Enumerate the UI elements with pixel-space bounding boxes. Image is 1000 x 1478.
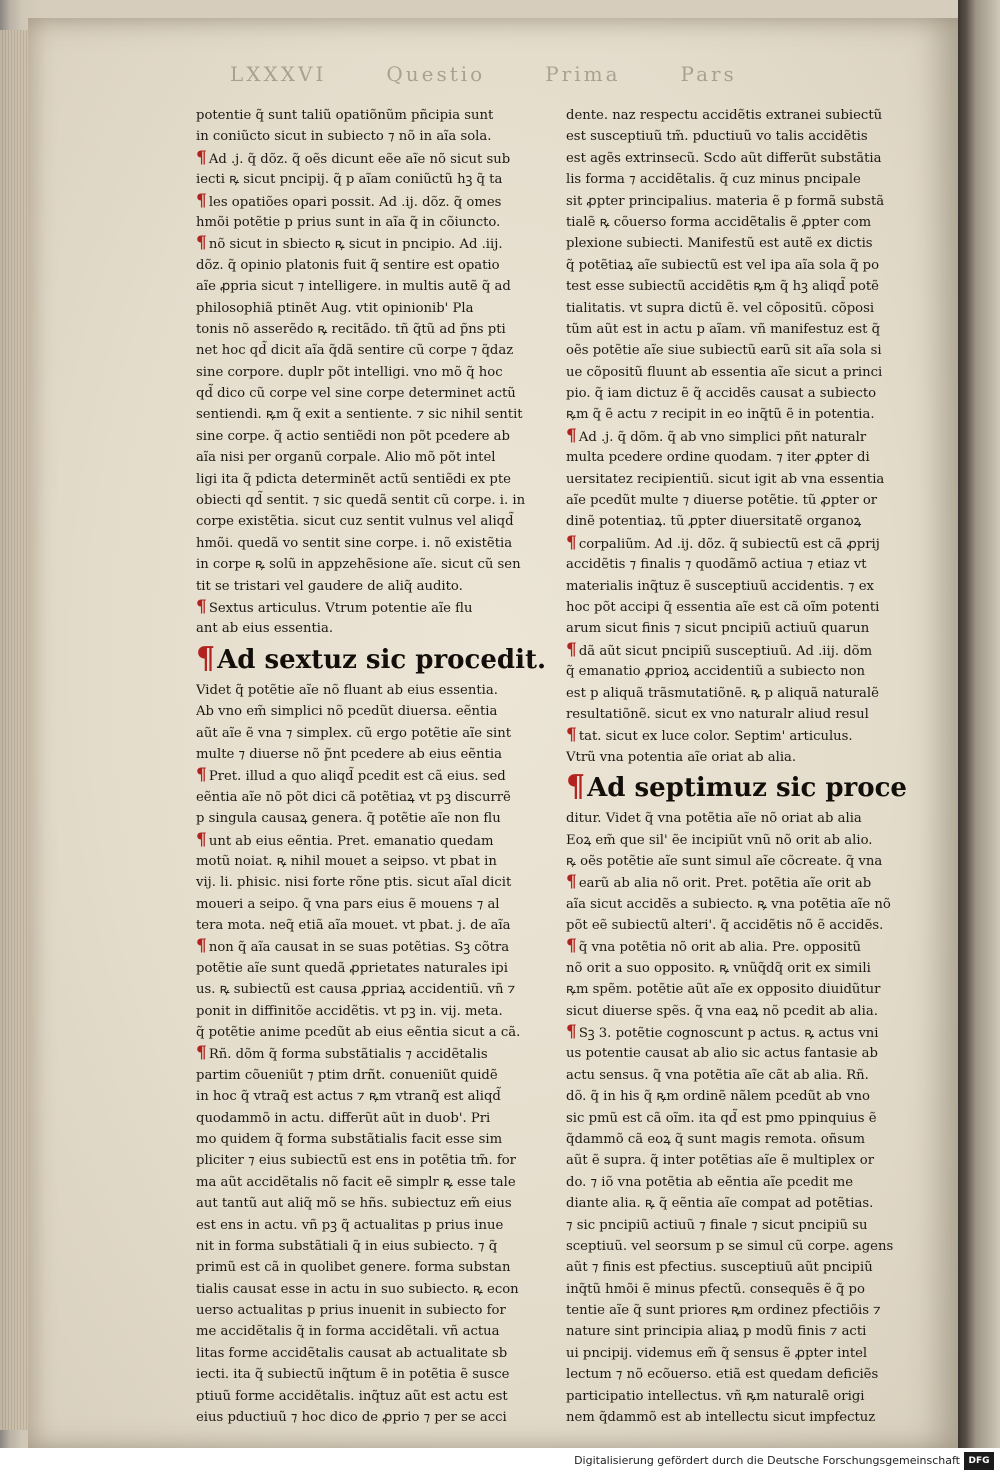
line-text: hmõi potẽtie p prius sunt in aĩa q̃ in cõiuncto. [196, 214, 501, 230]
line-text: est susceptiuũ tm̃. pductiuũ vo talis accidẽtis [566, 129, 868, 145]
line-text: nõ orit a suo opposito. ꝶ vnũq̃dq̃ orit ex simili [566, 960, 871, 976]
text-line [566, 169, 916, 190]
text-line [566, 576, 916, 597]
text-line [196, 169, 546, 190]
line-text: arum sicut finis ⁊ sicut pncipiũ actiuũ quarun [566, 621, 870, 637]
text-line [566, 533, 916, 554]
text-line [566, 958, 916, 979]
text-line [566, 383, 916, 404]
line-text: ptiuũ forme accidẽtalis. inq̃tuz aũt est actu est [196, 1388, 508, 1404]
line-text: moueri a seipo. q̃ vna pars eius ẽ mouens ⁊ al [196, 896, 500, 912]
text-line [196, 680, 546, 701]
line-text: tat. sicut ex luce color. Septim' articulus. [578, 729, 853, 745]
text-line [566, 1108, 916, 1129]
line-text: hmõi. quedã vo sentit sine corpe. i. nõ existẽtia [196, 535, 513, 551]
text-line [196, 1279, 546, 1300]
text-line [196, 1001, 546, 1022]
line-text: in hoc q̃ vtraq̃ est actus ⁊ ꝶm vtranq̃ est aliqd̃ [196, 1089, 501, 1105]
text-line [196, 958, 546, 979]
text-line [566, 725, 916, 746]
dfg-logo: DFG [964, 1452, 994, 1470]
text-line [196, 1129, 546, 1150]
running-head [230, 62, 910, 92]
page-edges-left [0, 30, 28, 1430]
line-text: ꝶm q̃ ẽ actu ⁊ recipit in eo inq̃tũ ẽ in potentia. [566, 407, 875, 423]
text-line [566, 447, 916, 468]
text-line [196, 1236, 546, 1257]
line-text: tialis causat esse in actu in suo subiecto. ꝶ econ [196, 1281, 519, 1297]
text-line [566, 1065, 916, 1086]
text-line [566, 618, 916, 639]
line-text: do. ⁊ iõ vna potẽtia ab eẽntia aĩe pcedit me [566, 1174, 854, 1190]
line-text: in corpe ꝶ solũ in appzehẽsione aĩe. sicut cũ sen [196, 557, 521, 573]
line-text: les opatiões opari possit. Ad .ij. dõz. q̃ omes [208, 194, 502, 210]
text-line [566, 191, 916, 212]
text-line [196, 787, 546, 808]
line-text: aĩa sicut accidẽs a subiecto. ꝶ vna potẽtia aĩe nõ [566, 896, 891, 912]
pilcrow-icon: ¶ [196, 1043, 207, 1064]
line-text: Eoꝝ em̃ que sil' ẽe incipiũt vnũ nõ orit ab alio. [566, 832, 873, 848]
text-line [566, 936, 916, 957]
running-head-word: Prima [545, 62, 621, 86]
line-text: pio. q̃ iam dictuz ẽ q̃ accidẽs causat a subiecto [566, 386, 877, 402]
pilcrow-icon: ¶ [566, 425, 577, 446]
text-line [196, 808, 546, 829]
text-line [196, 383, 546, 404]
line-text: ant ab eius essentia. [196, 621, 334, 637]
line-text: motũ noiat. ꝶ nihil mouet a seipso. vt pbat in [196, 853, 497, 869]
text-line [566, 233, 916, 254]
line-text: dinẽ potentiaꝝ. tũ ꝓpter diuersitatẽ organoꝝ [566, 514, 862, 530]
line-text: nit in forma substãtiali q̃ in eius subiecto. ⁊ q̃ [196, 1238, 498, 1254]
text-line [566, 1129, 916, 1150]
line-text: q̃ vna potẽtia nõ orit ab alia. Pre. oppositũ [578, 940, 862, 956]
text-line [566, 872, 916, 893]
line-text: sicut diuerse spẽs. q̃ vna eaꝝ nõ pcedit ab alia. [566, 1003, 878, 1019]
text-line [196, 191, 546, 212]
text-line [566, 404, 916, 425]
line-text: q̃ emanatio ꝓprioꝝ accidentiũ a subiecto non [566, 664, 866, 680]
line-text: aĩa nisi per organũ corpale. Alio mõ põt intel [196, 450, 496, 466]
text-line [566, 1386, 916, 1407]
line-text: tũm aũt est in actu p aĩam. vñ manifestuz est q̃ [566, 321, 881, 337]
pilcrow-icon: ¶ [566, 936, 577, 957]
line-text: ue cõpositũ fluunt ab essentia aĩe sicut a princi [566, 364, 883, 380]
line-text: ꝶm spẽm. potẽtie aũt aĩe ex opposito diuidũtur [566, 982, 881, 998]
line-text: materialis inq̃tuz ẽ susceptiuũ accidentis. ⁊ ex [566, 578, 874, 594]
book-gutter-right [958, 0, 1000, 1478]
pilcrow-icon: ¶ [196, 829, 207, 850]
text-line [566, 554, 916, 575]
line-text: sine corpore. duplr põt intelligi. vno mõ q̃ hoc [196, 364, 503, 380]
line-text: mo quidem q̃ forma substãtialis facit esse sim [196, 1131, 503, 1147]
line-text: Sꝫ 3. potẽtie cognoscunt p actus. ꝶ actus vni [578, 1026, 879, 1042]
line-text: net hoc qd̃ dicit aĩa q̃dã sentire cũ corpe ⁊ q̃daz [196, 343, 514, 359]
text-line [566, 1279, 916, 1300]
line-text: hoc põt accipi q̃ essentia aĩe est cã oĩm potenti [566, 599, 880, 615]
text-line [196, 1407, 546, 1428]
text-line [566, 426, 916, 447]
line-text: Sextus articulus. Vtrum potentie aĩe flu [208, 600, 473, 616]
line-text: q̃dammõ cã eoꝝ q̃ sunt magis remota. oñsum [566, 1131, 866, 1147]
text-line [566, 319, 916, 340]
text-line [196, 894, 546, 915]
text-line [196, 1215, 546, 1236]
text-line [566, 1043, 916, 1064]
text-line [196, 469, 546, 490]
line-text: us. ꝶ subiectũ est causa ꝓpriaꝝ accidentiũ. vñ ⁊ [196, 982, 516, 998]
line-text: partim cõueniũt ⁊ ptim drñt. conueniũt quidẽ [196, 1067, 498, 1083]
pilcrow-icon: ¶ [196, 936, 207, 957]
line-text: vij. li. phisic. nisi forte rõne ptis. sicut aĩal dicit [196, 875, 512, 891]
pilcrow-icon: ¶ [566, 532, 577, 553]
line-text: tit se tristari vel gaudere de aliq̃ audito. [196, 578, 463, 594]
pilcrow-icon: ¶ [196, 147, 207, 168]
line-text: uerso actualitas p prius inuenit in subiecto for [196, 1303, 506, 1319]
line-text: Pret. illud a quo aliqd̃ pcedit est cã eius. sed [208, 769, 506, 785]
line-text: accidẽtis ⁊ finalis ⁊ quodãmõ actiua ⁊ etiaz vt [566, 557, 867, 573]
text-line [566, 704, 916, 725]
text-line [196, 105, 546, 126]
text-line [196, 447, 546, 468]
text-line [566, 1236, 916, 1257]
text-line [196, 1300, 546, 1321]
text-line [566, 1193, 916, 1214]
text-line [196, 1386, 546, 1407]
line-text: litas forme accidẽtalis causat ab actualitate sb [196, 1345, 508, 1361]
text-line [196, 1108, 546, 1129]
pilcrow-icon: ¶ [566, 725, 577, 746]
line-text: tentie aĩe q̃ sunt priores ꝶm ordinez pfectiõis ⁊ [566, 1303, 881, 1319]
line-text: sceptiuũ. vel seorsum p se simul cũ corpe. agens [566, 1238, 894, 1254]
text-line [196, 1022, 546, 1043]
line-text: eẽntia aĩe nõ põt dici cã potẽtiaꝝ vt pꝫ discurrẽ [196, 789, 511, 805]
line-text: quodammõ in actu. differũt aũt in duob'. Pri [196, 1110, 491, 1126]
running-head-word: LXXXVI [230, 62, 327, 86]
text-line [566, 640, 916, 661]
line-text: eius pductiuũ ⁊ hoc dico de ꝓprio ⁊ per se acci [196, 1410, 507, 1426]
text-line [196, 340, 546, 361]
text-line [566, 490, 916, 511]
line-text: in coniũcto sicut in subiecto ⁊ nõ in aĩa sola. [196, 129, 492, 145]
text-line [196, 533, 546, 554]
line-text: tera mota. neq̃ etiã aĩa mouet. vt pbat. j. de aĩa [196, 918, 511, 934]
pilcrow-icon: ¶ [566, 639, 577, 660]
text-line [196, 1065, 546, 1086]
text-line [196, 276, 546, 297]
line-text: dõ. q̃ in his q̃ ꝶm ordinẽ nãlem pcedũt ab vno [566, 1089, 870, 1105]
text-line [566, 298, 916, 319]
text-line [196, 744, 546, 765]
line-text: sentiendi. ꝶm q̃ exit a sentiente. ⁊ sic nihil sentit [196, 407, 523, 423]
text-line [196, 1172, 546, 1193]
line-text: q̃ potẽtie anime pcedũt ab eius eẽntia sicut a cã. [196, 1025, 521, 1041]
line-text: p singula causaꝝ genera. q̃ potẽtie aĩe non flu [196, 811, 501, 827]
article-heading [196, 642, 546, 678]
text-line [196, 1343, 546, 1364]
line-text: multe ⁊ diuerse nõ p̃nt pcedere ab eius eẽntia [196, 746, 502, 762]
text-line [196, 1150, 546, 1171]
running-head-word: Pars [680, 62, 737, 86]
text-line [196, 979, 546, 1000]
line-text: pliciter ⁊ eius subiectũ est ens in potẽtia tm̃. for [196, 1153, 516, 1169]
text-line [196, 1193, 546, 1214]
line-text: dã aũt sicut pncipiũ susceptiuũ. Ad .iij. dõm [578, 643, 873, 659]
text-line [196, 404, 546, 425]
text-column-left [196, 105, 546, 1428]
text-line [196, 212, 546, 233]
text-line [196, 1364, 546, 1385]
text-line [566, 148, 916, 169]
line-text: est agẽs extrinsecũ. Scdo aũt differũt substãtia [566, 150, 882, 166]
text-line [566, 1321, 916, 1342]
article-heading [566, 770, 916, 806]
text-line [196, 554, 546, 575]
running-head-word: Questio [386, 62, 486, 86]
text-line [566, 1001, 916, 1022]
line-text: philosophiã ptinẽt Aug. vtit opinionib' Pla [196, 300, 474, 316]
text-line [196, 319, 546, 340]
line-text: Ab vno em̃ simplici nõ pcedũt diuersa. eẽntia [196, 704, 498, 720]
line-text: iecti ꝶ sicut pncipij. q̃ p aĩam coniũctũ hꝫ q̃ ta [196, 172, 503, 188]
text-line [566, 276, 916, 297]
text-line [566, 212, 916, 233]
pilcrow-icon: ¶ [196, 765, 207, 786]
line-text: actu sensus. q̃ vna potẽtia aĩe cãt ab alia. Rñ. [566, 1067, 869, 1083]
text-line [566, 597, 916, 618]
text-line [196, 851, 546, 872]
text-column-right [566, 105, 916, 1428]
text-line [196, 1043, 546, 1064]
line-text: unt ab eius eẽntia. Pret. emanatio quedam [208, 833, 494, 849]
text-line [566, 851, 916, 872]
line-text: ⁊ sic pncipiũ actiuũ ⁊ finale ⁊ sicut pncipiũ su [566, 1217, 868, 1233]
line-text: nature sint principia aliaꝝ p modũ finis ⁊ acti [566, 1324, 867, 1340]
line-text: est ens in actu. vñ pꝫ q̃ actualitas p prius inue [196, 1217, 504, 1233]
text-line [566, 747, 916, 768]
line-text: sit ꝓpter principalius. materia ẽ p formã substã [566, 193, 885, 209]
text-line [196, 511, 546, 532]
line-text: lis forma ⁊ accidẽtalis. q̃ cuz minus pncipale [566, 172, 861, 188]
line-text: uersitatez recipientiũ. sicut igit ab vna essentia [566, 471, 885, 487]
text-line [196, 298, 546, 319]
text-line [566, 511, 916, 532]
text-line [196, 830, 546, 851]
line-text: aut tantũ aut aliq̃ mõ se hñs. subiectuz em̃ eius [196, 1196, 512, 1212]
line-text: corpe existẽtia. sicut cuz sentit vulnus vel aliqd̃ [196, 514, 514, 530]
text-line [196, 576, 546, 597]
line-text: Vtrũ vna potentia aĩe oriat ab alia. [566, 749, 797, 765]
text-line [566, 1300, 916, 1321]
text-line [196, 148, 546, 169]
pilcrow-icon: ¶ [566, 872, 577, 893]
text-line [196, 1086, 546, 1107]
line-text: non q̃ aĩa causat in se suas potẽtias. Sꝫ cõtra [208, 940, 510, 956]
line-text: sic pmũ est cã oĩm. ita qd̃ est pmo ppinquius ẽ [566, 1110, 877, 1126]
text-line [566, 915, 916, 936]
line-text: aũt ⁊ finis est pfectius. susceptiuũ aũt pncipiũ [566, 1260, 873, 1276]
line-text: earũ ab alia nõ orit. Pret. potẽtia aĩe orit ab [578, 876, 872, 892]
text-line [196, 426, 546, 447]
pilcrow-icon: ¶ [196, 641, 216, 676]
text-line [196, 1321, 546, 1342]
pilcrow-icon: ¶ [196, 596, 207, 617]
text-line [196, 233, 546, 254]
digitization-footer [0, 1448, 1000, 1478]
text-line [566, 683, 916, 704]
text-line [196, 701, 546, 722]
text-line [196, 1257, 546, 1278]
line-text: obiecti qd̃ sentit. ⁊ sic quedã sentit cũ corpe. i. in [196, 493, 526, 509]
text-line [566, 1215, 916, 1236]
line-text: lectum ⁊ nõ ecõuerso. etiã est quedam deficiẽs [566, 1367, 879, 1383]
text-line [196, 915, 546, 936]
line-text: tialẽ ꝶ cõuerso forma accidẽtalis ẽ ꝓpter com [566, 214, 872, 230]
text-line [566, 661, 916, 682]
line-text: ditur. Videt q̃ vna potẽtia aĩe nõ oriat ab alia [566, 811, 862, 827]
line-text: potẽtie aĩe sunt quedã ꝓprietates naturales ipi [196, 960, 508, 976]
line-text: ma aũt accidẽtalis nõ facit eẽ simplr ꝶ esse tale [196, 1174, 516, 1190]
text-line [196, 126, 546, 147]
line-text: dente. naz respectu accidẽtis extranei subiectũ [566, 108, 883, 123]
line-text: potentie q̃ sunt taliũ opatiõnũm pñcipia sunt [196, 108, 494, 123]
line-text: Ad septimuz sic proce [587, 773, 907, 804]
text-line [566, 979, 916, 1000]
line-text: us potentie causat ab alio sic actus fantasie ab [566, 1046, 878, 1062]
pilcrow-icon: ¶ [566, 770, 586, 805]
line-text: dõz. q̃ opinio platonis fuit q̃ sentire est opatio [196, 257, 500, 273]
text-line [196, 618, 546, 639]
line-text: Rñ. dõm q̃ forma substãtialis ⁊ accidẽtalis [208, 1047, 488, 1063]
line-text: inq̃tũ hmõi ẽ minus pfectũ. consequẽs ẽ q̃ po [566, 1281, 865, 1297]
pilcrow-icon: ¶ [196, 233, 207, 254]
line-text: plexione subiecti. Manifestũ est autẽ ex dictis [566, 236, 873, 252]
text-line [566, 1364, 916, 1385]
text-line [566, 1172, 916, 1193]
text-line [196, 723, 546, 744]
text-line [566, 105, 916, 126]
text-line [196, 255, 546, 276]
line-text: q̃ potẽtiaꝝ aĩe subiectũ est vel ipa aĩa sola q̃ po [566, 257, 880, 273]
line-text: nõ sicut in sbiecto ꝶ sicut in pncipio. Ad .iij. [208, 237, 503, 253]
text-line [566, 469, 916, 490]
text-line [566, 808, 916, 829]
text-line [196, 936, 546, 957]
line-text: est p aliquã trãsmutatiõnẽ. ꝶ p aliquã naturalẽ [566, 685, 879, 701]
line-text: test esse subiectũ accidẽtis ꝶm q̃ hꝫ aliqd̃ potẽ [566, 279, 879, 295]
line-text: ligi ita q̃ pdicta determinẽt actũ sentiẽdi ex pte [196, 471, 511, 487]
text-line [196, 872, 546, 893]
line-text: corpaliũm. Ad .ij. dõz. q̃ subiectũ est cã ꝓprij [578, 536, 880, 552]
text-line [566, 362, 916, 383]
text-line [566, 126, 916, 147]
line-text: diante alia. ꝶ q̃ eẽntia aĩe compat ad potẽtias. [566, 1196, 874, 1212]
line-text: participatio intellectus. vñ ꝶm naturalẽ origi [566, 1388, 865, 1404]
text-line [196, 362, 546, 383]
line-text: Ad sextuz sic procedit. [217, 644, 546, 675]
line-text: aĩe ꝓpria sicut ⁊ intelligere. in multis autẽ q̃ ad [196, 279, 511, 295]
footer-credit: Digitalisierung gefördert durch die Deutsche Forschungsgemeinschaft [574, 1454, 960, 1467]
line-text: iecti. ita q̃ subiectũ inq̃tum ẽ in potẽtia ẽ susce [196, 1367, 510, 1383]
text-line [566, 1086, 916, 1107]
text-line [566, 1257, 916, 1278]
line-text: aũt ẽ supra. q̃ inter potẽtias aĩe ẽ multiplex or [566, 1153, 875, 1169]
line-text: oẽs potẽtie aĩe siue subiectũ earũ sit aĩa sola si [566, 343, 882, 359]
line-text: aĩe pcedũt multe ⁊ diuerse potẽtie. tũ ꝓpter or [566, 493, 878, 509]
text-line [196, 765, 546, 786]
line-text: nem q̃dammõ est ab intellectu sicut impfectuz [566, 1410, 876, 1426]
text-line [566, 1343, 916, 1364]
line-text: primũ est cã in quolibet genere. forma substan [196, 1260, 511, 1276]
line-text: tialitatis. vt supra dictũ ẽ. vel cõpositũ. cõposi [566, 300, 875, 316]
line-text: põt eẽ subiectũ alteri'. q̃ accidẽtis nõ ẽ accidẽs. [566, 918, 884, 934]
text-line [566, 1407, 916, 1428]
text-line [566, 1022, 916, 1043]
line-text: Videt q̃ potẽtie aĩe nõ fluant ab eius essentia. [196, 682, 498, 698]
text-line [566, 1150, 916, 1171]
text-line [566, 255, 916, 276]
line-text: aũt aĩe ẽ vna ⁊ simplex. cũ ergo potẽtie aĩe sint [196, 725, 512, 741]
pilcrow-icon: ¶ [196, 190, 207, 211]
line-text: Ad .j. q̃ dõz. q̃ oẽs dicunt eẽe aĩe nõ sicut sub [208, 151, 511, 167]
line-text: ui pncipij. videmus em̃ q̃ sensus ẽ ꝓpter intel [566, 1345, 868, 1361]
line-text: ponit in diffinitõe accidẽtis. vt pꝫ in. vij. meta. [196, 1003, 503, 1019]
pilcrow-icon: ¶ [566, 1022, 577, 1043]
text-line [566, 830, 916, 851]
line-text: ꝶ oẽs potẽtie aĩe sunt simul aĩe cõcreate. q̃ vna [566, 853, 883, 869]
line-text: resultatiõnẽ. sicut ex vno naturalr aliud resul [566, 706, 869, 722]
line-text: sine corpe. q̃ actio sentiẽdi non põt pcedere ab [196, 428, 510, 444]
line-text: tonis nõ asserẽdo ꝶ recitãdo. tñ q̃tũ ad p̃ns pti [196, 321, 506, 337]
text-line [196, 597, 546, 618]
line-text: qd̃ dico cũ corpe vel sine corpe determinet actũ [196, 386, 516, 402]
text-line [566, 894, 916, 915]
text-line [196, 490, 546, 511]
line-text: multa pcedere ordine quodam. ⁊ iter ꝓpter di [566, 450, 870, 466]
text-line [566, 340, 916, 361]
line-text: me accidẽtalis q̃ in forma accidẽtali. vñ actua [196, 1324, 500, 1340]
line-text: Ad .j. q̃ dõm. q̃ ab vno simplici pñt naturalr [578, 429, 867, 445]
